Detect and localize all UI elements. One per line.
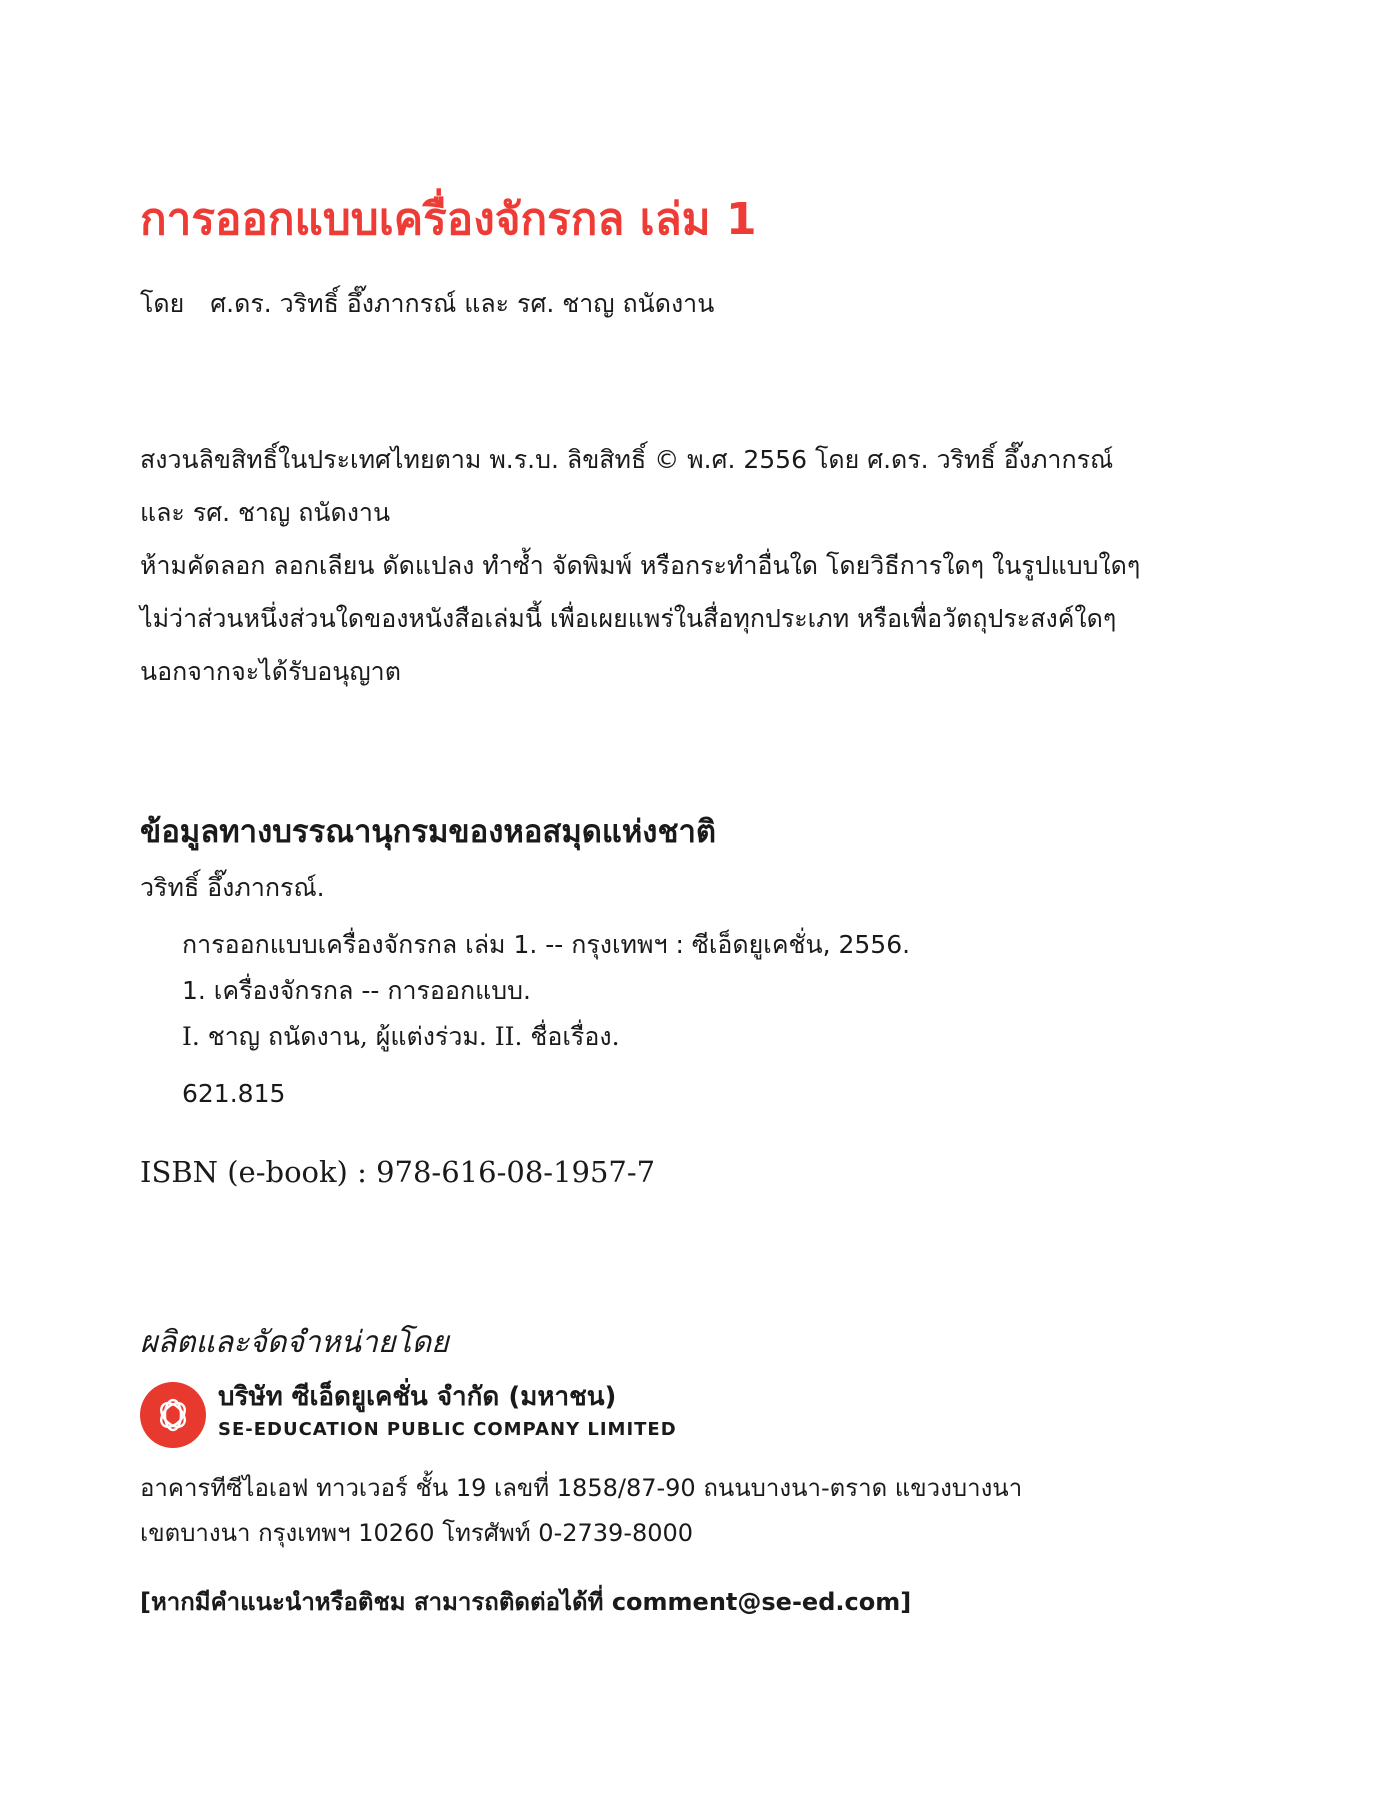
copyright-notice (140, 433, 1240, 698)
produced-by-label: ผลิตและจัดจำหน่ายโดย (140, 1325, 449, 1360)
publisher-name-en: SE-EDUCATION PUBLIC COMPANY LIMITED (218, 1419, 677, 1440)
copyright-line: ห้ามคัดลอก ลอกเลียน ดัดแปลง ทำซ้ำ จัดพิมพ์ หรือกระทำอื่นใด โดยวิธีการใดๆ ในรูปแบบใดๆ (140, 551, 1141, 580)
byline (140, 286, 714, 322)
cip-author: วริทธิ์ อึ๊งภากรณ์. (140, 873, 325, 902)
copyright-line: และ รศ. ชาญ ถนัดงาน (140, 498, 391, 527)
se-ed-logo-icon (140, 1382, 206, 1448)
cip-entry: การออกแบบเครื่องจักรกล เล่ม 1. -- กรุงเทพฯ : ซีเอ็ดยูเคชั่น, 2556. (182, 930, 911, 959)
copyright-line: สงวนลิขสิทธิ์ในประเทศไทยตาม พ.ร.บ. ลิขสิทธิ์ © พ.ศ. 2556 โดย ศ.ดร. วริทธิ์ อึ๊งภากรณ์ (140, 445, 1114, 474)
publisher-brand (140, 1378, 1040, 1448)
byline-authors: ศ.ดร. วริทธิ์ อึ๊งภากรณ์ และ รศ. ชาญ ถนัดงาน (210, 289, 715, 318)
cip-entry: I. ชาญ ถนัดงาน, ผู้แต่งร่วม. II. ชื่อเรื่อง. (182, 1022, 620, 1051)
cip-heading: ข้อมูลทางบรรณานุกรมของหอสมุดแห่งชาติ (140, 814, 717, 850)
copyright-line: ไม่ว่าส่วนหนึ่งส่วนใดของหนังสือเล่มนี้ เพื่อเผยแพร่ในสื่อทุกประเภท หรือเพื่อวัตถุประสงค์ใดๆ (140, 604, 1117, 633)
byline-label: โดย (140, 289, 185, 318)
cip-classification: 621.815 (182, 1079, 286, 1108)
address-line: เขตบางนา กรุงเทพฯ 10260 โทรศัพท์ 0-2739-8000 (140, 1519, 694, 1547)
cip-entry: 1. เครื่องจักรกล -- การออกแบบ. (182, 976, 531, 1005)
publisher-name-th: บริษัท ซีเอ็ดยูเคชั่น จำกัด (มหาชน) (218, 1382, 617, 1412)
book-title: การออกแบบเครื่องจักรกล เล่ม 1 (140, 194, 757, 245)
copyright-line: นอกจากจะได้รับอนุญาต (140, 657, 401, 686)
publisher-address (140, 1466, 1022, 1556)
isbn: ISBN (e-book) : 978-616-08-1957-7 (140, 1155, 656, 1189)
address-line: อาคารทีซีไอเอฟ ทาวเวอร์ ชั้น 19 เลขที่ 1858/87-90 ถนนบางนา-ตราด แขวงบางนา (140, 1474, 1023, 1502)
comment-contact: [หากมีคำแนะนำหรือติชม สามารถติดต่อได้ที่ comment@se-ed.com] (140, 1588, 912, 1616)
cip-entries (182, 922, 910, 1060)
